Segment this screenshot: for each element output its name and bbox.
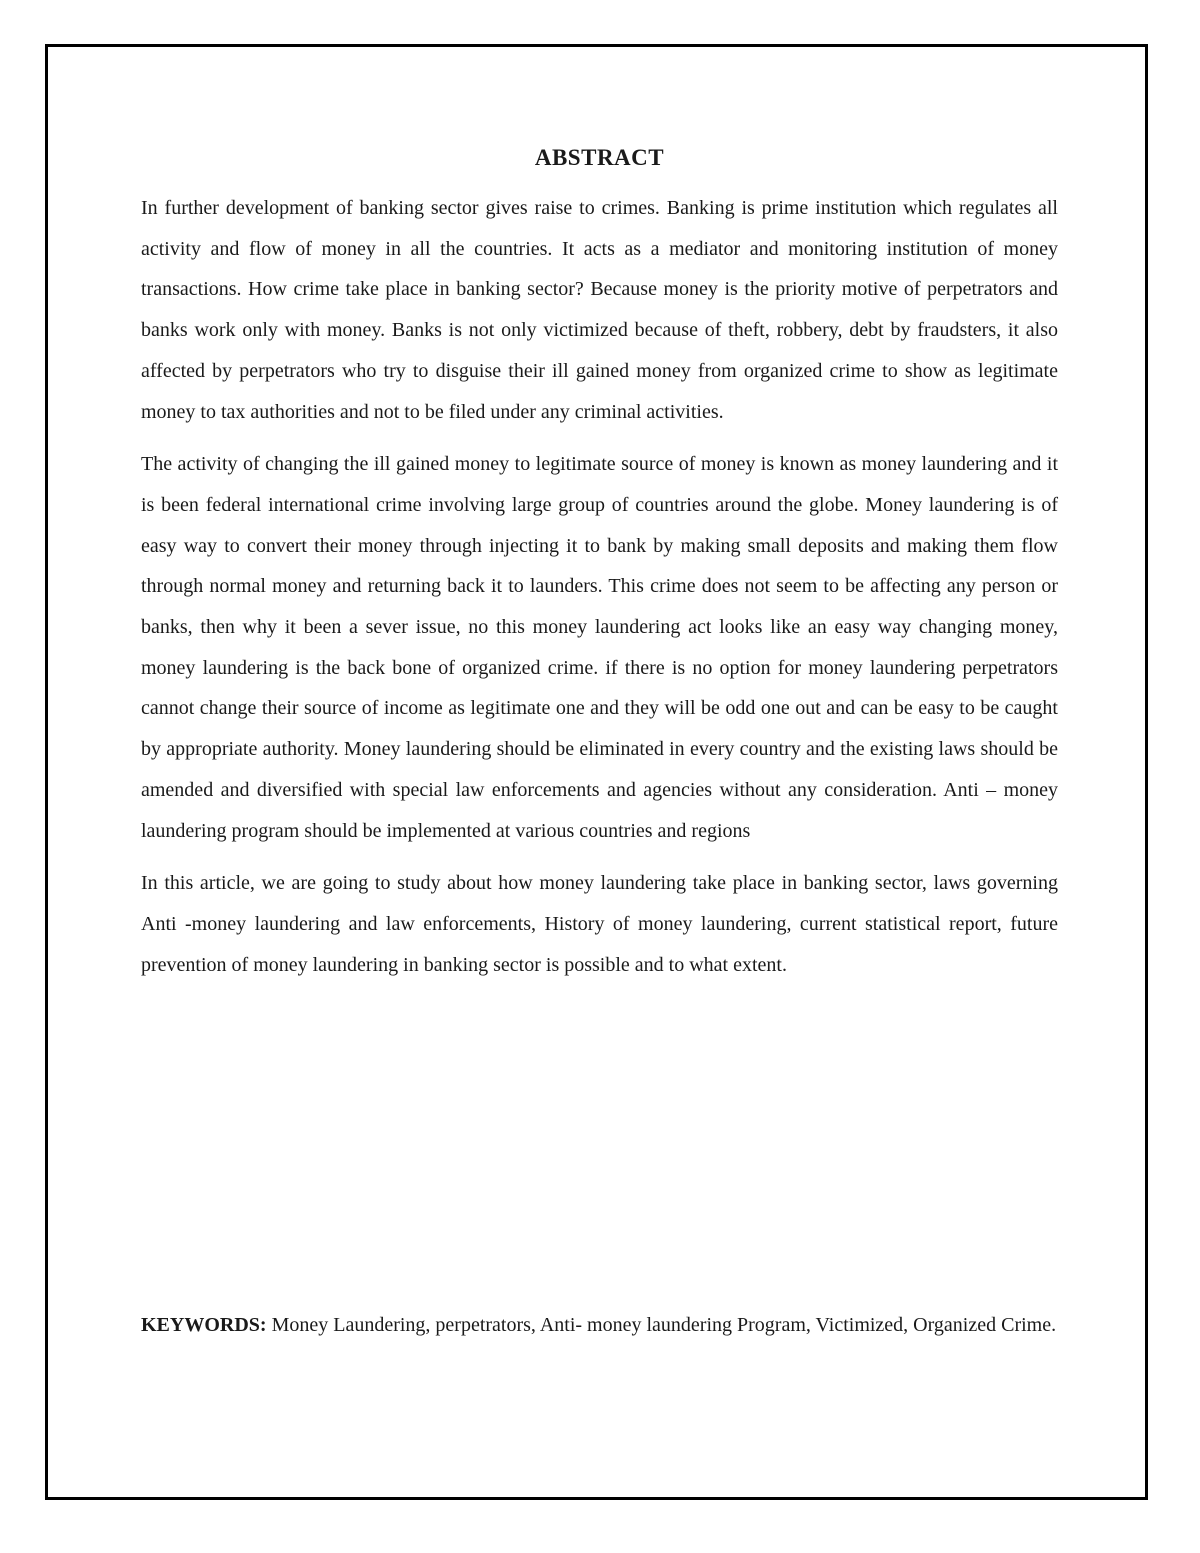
keywords-label: KEYWORDS: <box>141 1314 267 1336</box>
abstract-section <box>141 140 1058 997</box>
keywords-text: Money Laundering, perpetrators, Anti- money laundering Program, Victimized, Organized Crime. <box>266 1314 1057 1336</box>
abstract-paragraph-2: The activity of changing the ill gained money to legitimate source of money is known as money laundering and it is been federal international crime involving large group of countries around the globe. Money laundering is of easy way to convert their money through injecting it to bank by making small deposits and making them flow through normal money and returning back it to launders. This crime does not seem to be affecting any person or banks, then why it been a sever issue, no this money laundering act looks like an easy way changing money, money laundering is the back bone of organized crime. if there is no option for money laundering perpetrators cannot change their source of income as legitimate one and they will be odd one out and can be easy to be caught by appropriate authority. Money laundering should be eliminated in every country and the existing laws should be amended and diversified with special law enforcements and agencies without any consideration. Anti – money laundering program should be implemented at various countries and regions <box>141 453 1058 842</box>
keywords-line <box>141 1305 1058 1346</box>
abstract-paragraph-1: In further development of banking sector gives raise to crimes. Banking is prime institution which regulates all activity and flow of money in all the countries. It acts as a mediator and monitoring institution of money transactions. How crime take place in banking sector? Because money is the priority motive of perpetrators and banks work only with money. Banks is not only victimized because of theft, robbery, debt by fraudsters, it also affected by perpetrators who try to disguise their ill gained money from organized crime to show as legitimate money to tax authorities and not to be filed under any criminal activities. <box>141 197 1058 423</box>
abstract-title: ABSTRACT <box>534 145 665 170</box>
abstract-paragraph-3: In this article, we are going to study about how money laundering take place in banking sector, laws governing Anti -money laundering and law enforcements, History of money laundering, current statistical report, future prevention of money laundering in banking sector is possible and to what extent. <box>141 872 1058 976</box>
